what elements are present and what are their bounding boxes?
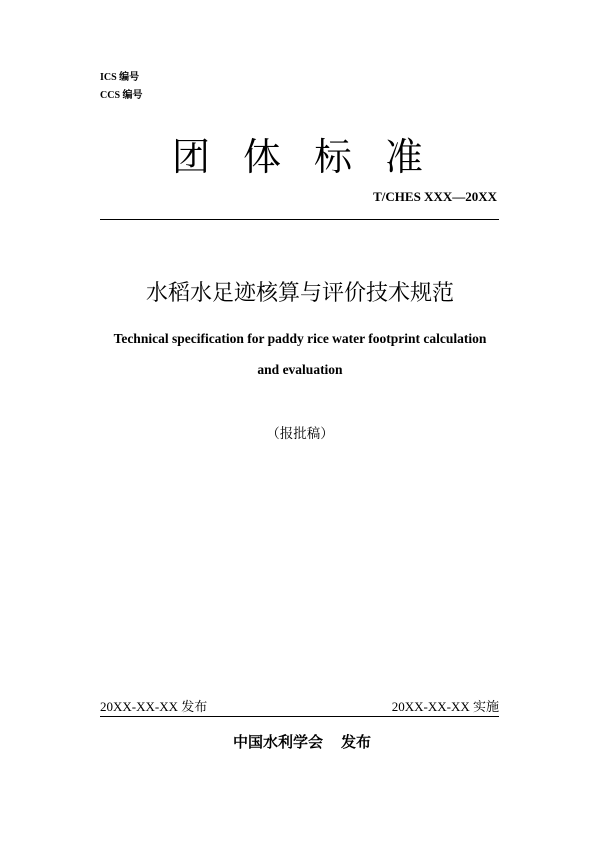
footer-divider (100, 716, 499, 717)
ccs-code: CCS 编号 (100, 90, 143, 101)
english-title-line-2: and evaluation (257, 362, 343, 377)
english-title-line-1: Technical specification for paddy rice water footprint calculation (113, 331, 487, 346)
implement-date: 20XX-XX-XX 实施 (391, 699, 499, 714)
publisher (0, 732, 600, 752)
publisher-name: 中国水利学会 (232, 733, 323, 751)
chinese-title: 水稻水足迹核算与评价技术规范 (145, 281, 454, 306)
draft-status: （报批稿） (266, 426, 334, 442)
ics-code: ICS 编号 (100, 72, 140, 83)
header-divider (100, 219, 499, 220)
publish-date: 20XX-XX-XX 发布 (100, 699, 208, 714)
standard-number: T/CHES XXX—20XX (373, 189, 497, 204)
publisher-action: 发布 (341, 733, 372, 751)
document-type-title: 团体标准 (171, 135, 456, 179)
